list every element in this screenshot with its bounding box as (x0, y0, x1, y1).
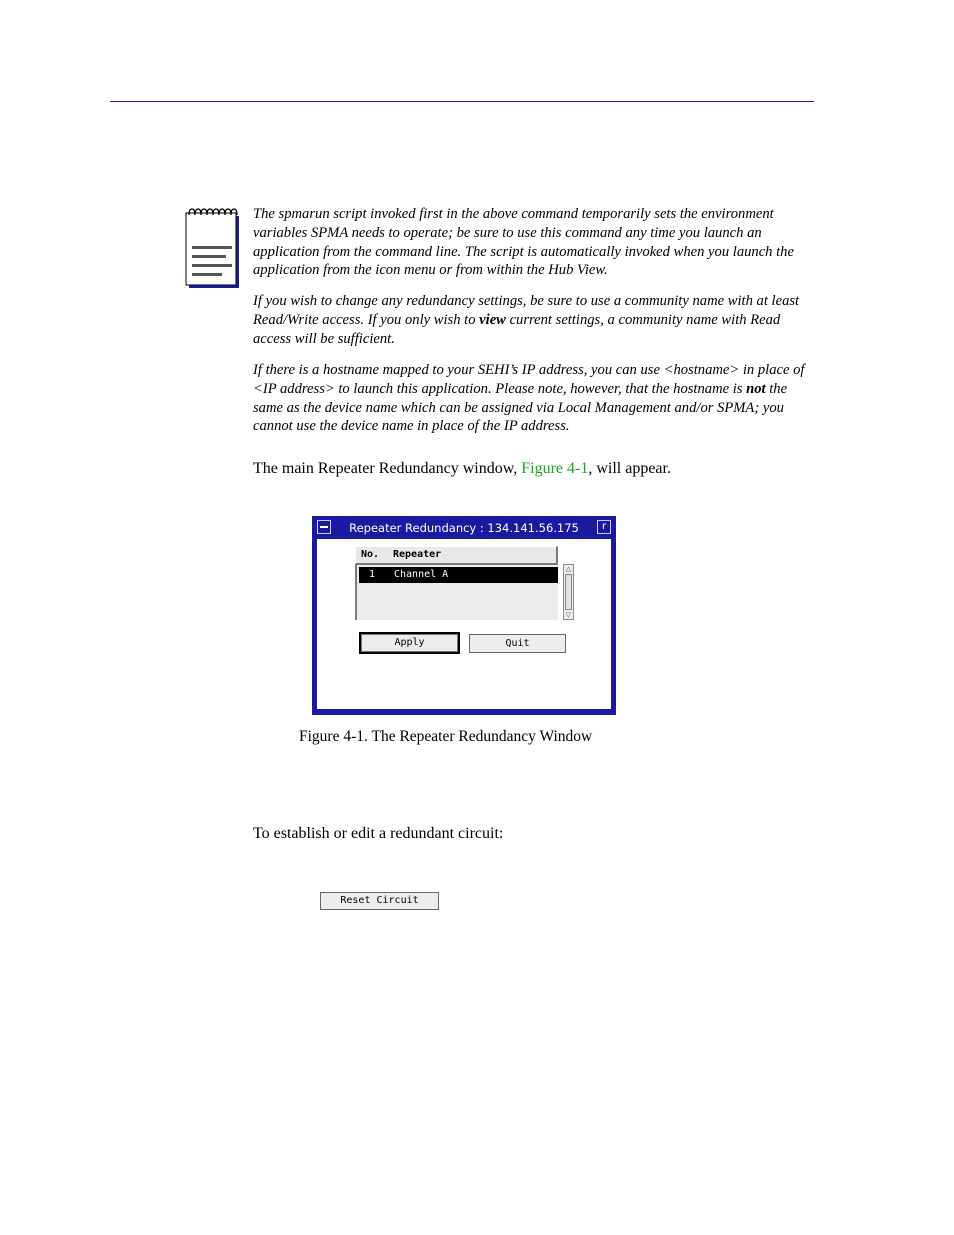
window-title: Repeater Redundancy : 134.141.56.175 (349, 521, 579, 535)
note-community-name: If you wish to change any redundancy settings, be sure to use a community name with at least Read/Write access. If you only wish to view current settings, a community name with Read access will be sufficient. (253, 293, 800, 347)
scroll-thumb[interactable] (565, 574, 572, 610)
repeater-list[interactable] (355, 564, 558, 620)
row-repeater: Channel A (394, 569, 449, 580)
row-number: 1 (369, 569, 376, 580)
scroll-up-arrow-icon[interactable]: △ (565, 565, 572, 573)
note-hostname: If there is a hostname mapped to your SEHI’s IP address, you can use <hostname> in place of <IP address> to launch this application. Please note, however, that the hostname is not the same as the device name which can be assigned via Local Management and/or SPMA; you cannot use the device name in place of the IP address. (253, 362, 805, 435)
column-header-no: No. (361, 549, 380, 560)
intro-paragraph: The main Repeater Redundancy window, Figure 4-1, will appear. (253, 460, 671, 477)
list-scrollbar[interactable] (563, 564, 574, 620)
apply-button[interactable]: Apply (359, 632, 460, 654)
figure-caption: Figure 4-1. The Repeater Redundancy Window (299, 728, 593, 745)
window-maximize-button[interactable]: r (597, 520, 611, 534)
notepad-icon (184, 206, 240, 290)
window-body (317, 539, 611, 709)
figure-link[interactable]: Figure 4-1 (521, 460, 589, 477)
note-spmarun: The spmarun script invoked first in the above command temporarily sets the environment variables SPMA needs to operate; be sure to use this command any time you launch an application from the command line. The script is automatically invoked when you launch the application from the icon menu or from within the Hub View. (253, 206, 794, 279)
window-menu-button[interactable] (317, 520, 331, 534)
repeater-redundancy-window (312, 516, 616, 715)
column-header-repeater: Repeater (393, 549, 442, 560)
reset-circuit-button[interactable]: Reset Circuit (320, 892, 439, 910)
window-title-bar[interactable] (315, 519, 613, 537)
list-header (355, 546, 558, 564)
establish-instruction: To establish or edit a redundant circuit: (253, 825, 504, 842)
scroll-down-arrow-icon[interactable]: ▽ (565, 611, 572, 619)
quit-button[interactable]: Quit (469, 634, 566, 653)
header-rule (110, 101, 814, 102)
list-row-channel-a[interactable] (359, 567, 558, 583)
